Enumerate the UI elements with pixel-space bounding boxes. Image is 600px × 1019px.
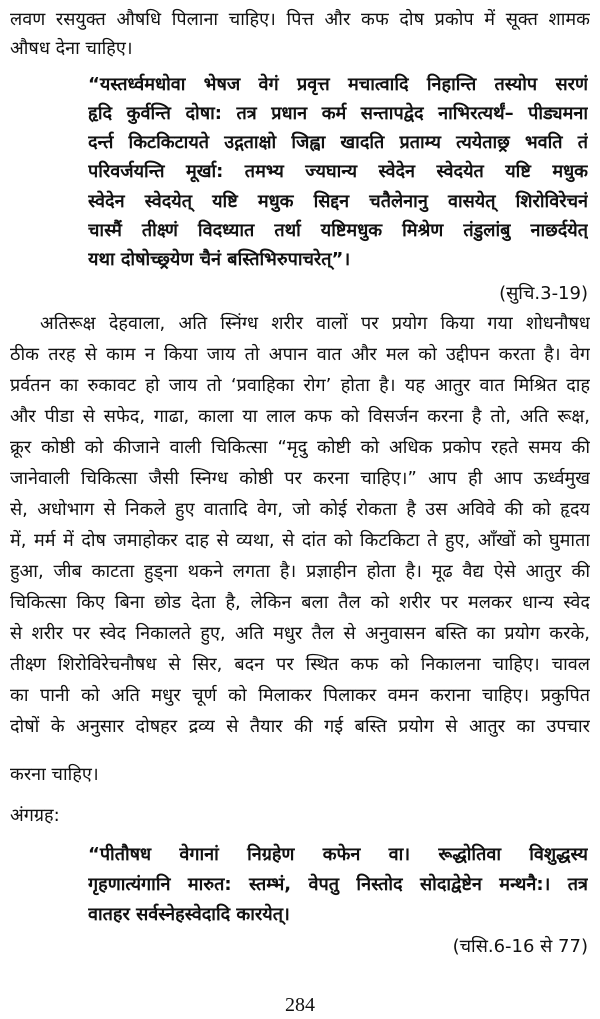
text-line: जानेवाली चिकित्सा जैसी स्निग्ध कोष्ठी पर करना चाहिए।” आप ही आप ऊर्ध्वमुख (10, 468, 590, 489)
text-line: औषध देना चाहिए। (10, 38, 133, 59)
text-line: का पानी को अति मधुर चूर्ण को मिलाकर पिलाकर वमन कराना चाहिए। प्रकुपित (10, 685, 590, 706)
quote-line: दर्न्त किटकिटायते उद्गताक्षो जिह्वा खादति प्रताम्य त्ययेताछ्र भवति तं (88, 132, 588, 153)
quote-line: गृहणात्यंगानि मारुत: स्तम्भं, वेपतु निस्तोद सोदाद्वेष्टेन मन्थनै:। तत्र (88, 874, 588, 895)
citation: (सुचि.3-19) (499, 283, 588, 304)
page-number: 284 (285, 994, 315, 1016)
text-line: से शरीर पर स्वेद निकालते हुए, अति मधुर तैल से अनुवासन बस्ति का प्रयोग करके, (10, 623, 590, 644)
text-line: ठीक तरह से काम न किया जाय तो अपान वात और मल को उद्दीपन करता है। वेग (10, 344, 590, 365)
quote-line: हृदि कुर्वन्ति दोषा: तत्र प्रधान कर्म सन्तापद्वेद नाभिरत्यर्थं– पीड्यमना (88, 103, 588, 124)
quote-line: वातहर सर्वस्नेहस्वेदादि कारयेत्। (88, 904, 290, 925)
quote-line: परिवर्जयन्ति मूर्खा: तमभ्य ज्यघान्य स्वेदेन स्वेदयेत यष्टि मधुक (88, 161, 588, 182)
text-line: प्रर्वतन का रुकावट हो जाय तो ‘प्रवाहिका रोग’ होता है। यह आतुर वात मिश्रित दाह (10, 375, 590, 396)
text-line: हुआ, जीब काटता हुड्ना थकने लगता है। प्रज्ञाहीन होता है। मूढ वैद्य ऐसे आतुर की (10, 561, 590, 582)
quote-line: यथा दोषोच्छ्र्येण चैनं बस्तिभिरुपाचरेत्”। (88, 249, 351, 270)
text-line: क्रूर कोष्ठी को कीजाने वाली चिकित्सा “मृदु कोष्टी को अधिक प्रकोप रहते समय की (10, 437, 590, 458)
text-line: में, मर्म में दोष जमाहोकर दाह से व्यथा, से दांत को किटकिटा ते हुए, आँखों को घुमाता (10, 530, 590, 551)
quote-line: चास्मैं तीक्ष्णं विदध्यात तर्था यष्टिमधुक मिश्रेण तंडुलांबु नाछर्दयेत् (88, 220, 588, 241)
citation: (चसि.6-16 से 77) (452, 936, 588, 957)
text-line: दोषों के अनुसार दोषहर द्रव्य से तैयार की गई बस्ति प्रयोग से आतुर का उपचार (10, 716, 590, 737)
text-line: करना चाहिए। (10, 764, 99, 785)
text-line: चिकित्सा किए बिना छोड देता है, लेकिन बला तैल को शरीर पर मलकर धान्य स्वेद (10, 592, 590, 613)
section-heading: अंगग्रह: (10, 805, 60, 826)
text-line: अतिरूक्ष देहवाला, अति स्निंग्ध शरीर वालों पर प्रयोग किया गया शोधनौषध (40, 313, 590, 334)
text-line: तीक्ष्ण शिरोविरेचनौषध से सिर, बदन पर स्थित कफ को निकालना चाहिए। चावल (10, 654, 590, 675)
quote-line: “यस्तर्ध्वमधोवा भेषज वेगं प्रवृत्त मचात्वादि निहान्ति तस्योप सरणं (88, 74, 588, 95)
quote-line: स्वेदेन स्वेदयेत् यष्टि मधुक सिद्दन चतैलेनानु वासयेत् शिरोविरेचनं (88, 191, 588, 212)
text-line: लवण रसयुक्त औषधि पिलाना चाहिए। पित्त और कफ दोष प्रकोप में सूक्त शामक (10, 9, 590, 30)
text-line: से, अधोभाग से निकले हुए वातादि वेग, जो कोई रोकता है उस अविवे की को हृदय (10, 499, 590, 520)
quote-line: “पीतौषध वेगानां निग्रहेण कफेन वा। रूद्धोतिवा विशुद्धस्य (88, 844, 588, 865)
text-line: और पीडा से सफेद, गाढा, काला या लाल कफ को विसर्जन करना है तो, अति रूक्ष, (10, 406, 590, 427)
